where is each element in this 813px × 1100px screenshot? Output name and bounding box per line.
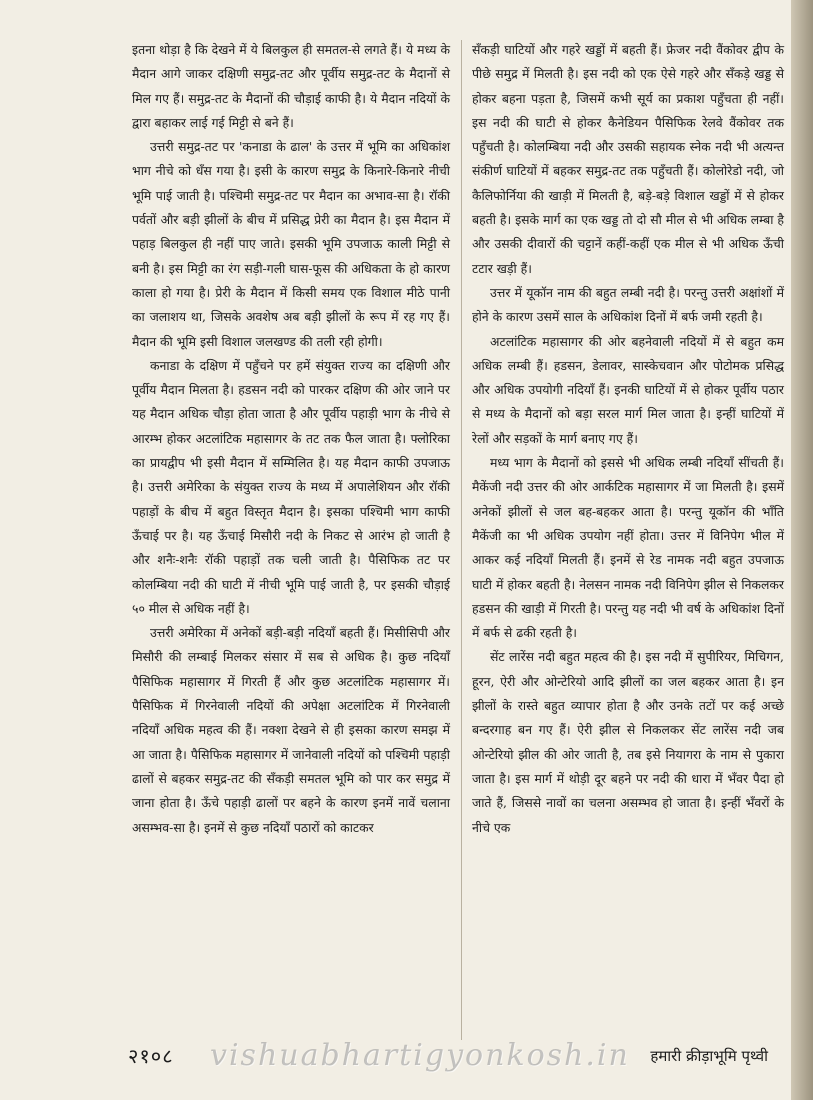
running-footer-title: हमारी क्रीड़ाभूमि पृथ्वी: [650, 1047, 768, 1065]
page-number: २१०८: [128, 1044, 174, 1068]
column-divider: [461, 40, 462, 1040]
page-footer: [0, 1038, 790, 1078]
paragraph: सेंट लारेंस नदी बहुत महत्व की है। इस नदी में सुपीरियर, मिचिगन, हूरन, ऐरी और ओन्टेरियो आदि झीलों का जल बहकर आता है। इन झीलों के रास्ते बहुत व्यापार होता है और उनके तटों पर कई अच्छे बन्दरगाह बन गए हैं। ऐरी झील से निकलकर सेंट लारेंस नदी जब ओन्टेरियो झील की ओर जाती है, तब इसे नियागरा के नाम से पुकारा जाता है। इस मार्ग में थोड़ी दूर बहने पर नदी की धारा में भँवर पैदा हो जाते हैं, जिससे नावों का चलना असम्भव हो जाता है। इन्हीं भँवरों के नीचे एक: [472, 649, 784, 835]
paragraph: सँकड़ी घाटियों और गहरे खड्डों में बहती हैं। फ्रेजर नदी वैंकोवर द्वीप के पीछे समुद्र में मिलती है। इस नदी को एक ऐसे गहरे और सँकड़े खड्ड से होकर बहना पड़ता है, जिसमें कभी सूर्य का प्रकाश पहुँचता ही नहीं। इस नदी की घाटी से होकर कैनेडियन पैसिफिक रेलवे वैंकोवर तक पहुँचती है। कोलम्बिया नदी और उसकी सहायक स्नेक नदी भी अत्यन्त संकीर्ण घाटियों में बहकर समुद्र-तट तक पहुँचती हैं। कोलोरेडो नदी, जो कैलिफोर्निया की खाड़ी में मिलती है, बड़े-बड़े विशाल खड्डों में से होकर बहती है। इसके मार्ग का एक खड्ड तो दो सौ मील से भी अधिक लम्बा है और उसकी दीवारों की चट्टानें कहीं-कहीं एक मील से भी अधिक ऊँची टटार खड़ी हैं।: [472, 42, 784, 276]
paragraph: मध्य भाग के मैदानों को इससे भी अधिक लम्बी नदियाँ सींचती हैं। मैकेंजी नदी उत्तर की ओर आर्कटिक महासागर में जा मिलती है। इसमें अनेकों झीलों से जल बह-बहकर आता है। परन्तु यूकॉन की भाँति मैकेंजी का भी अधिक उपयोग नहीं होता। उत्तर में विनिपेग भील में आकर कई नदियाँ मिलती हैं। इनमें से रेड नामक नदी बहुत उपजाऊ घाटी में होकर बहती है। नेलसन नामक नदी विनिपेग झील से निकलकर हडसन की खाड़ी में गिरती है। परन्तु यह नदी भी वर्ष के अधिकांश दिनों में बर्फ से ढकी रहती है।: [472, 455, 784, 641]
paragraph: उत्तर में यूकॉन नाम की बहुत लम्बी नदी है। परन्तु उत्तरी अक्षांशों में होने के कारण उसमें साल के अधिकांश दिनों में बर्फ जमी रहती है।: [472, 284, 784, 325]
paragraph: अटलांटिक महासागर की ओर बहनेवाली नदियों में से बहुत कम अधिक लम्बी हैं। हडसन, डेलावर, सास्केचवान और पोटोमक प्रसिद्ध और अधिक उपयोगी नदियाँ हैं। इनकी घाटियों में से होकर पूर्वीय पठार से मध्य के मैदानों को बड़ा सरल मार्ग मिल जाता है। इन्हीं घाटियों में रेलों और सड़कों के मार्ग बनाए गए हैं।: [472, 333, 784, 446]
right-text-column: [472, 38, 784, 840]
watermark: vishuabhartigyonkosh.in: [210, 1038, 630, 1073]
paragraph: उत्तरी समुद्र-तट पर 'कनाडा के ढाल' के उत्तर में भूमि का अधिकांश भाग नीचे को धँस गया है। इसी के कारण समुद्र के किनारे-किनारे नीची भूमि पाई जाती है। पश्चिमी समुद्र-तट पर मैदान का अभाव-सा है। रॉकी पर्वतों और बड़ी झीलों के बीच में प्रसिद्ध प्रेरी का मैदान है। इस मैदान में पहाड़ बिलकुल ही नहीं पाए जाते। इसकी भूमि उपजाऊ काली मिट्टी से बनी है। इस मिट्टी का रंग सड़ी-गली घास-फूस की अधिकता के हो कारण काला हो गया है। प्रेरी के मैदान में किसी समय एक विशाल मीठे पानी का जलाशय था, जिसके अवशेष अब बड़ी झीलों के रूप में रह गए हैं। मैदान की भूमि इसी विशाल जलखण्ड की तली रही होगी।: [132, 139, 450, 349]
paragraph: कनाडा के दक्षिण में पहुँचने पर हमें संयुक्त राज्य का दक्षिणी और पूर्वीय मैदान मिलता है। हडसन नदी को पारकर दक्षिण की ओर जाने पर यह मैदान अधिक चौड़ा होता जाता है और पूर्वीय पहाड़ी भाग के नीचे से आरम्भ होकर अटलांटिक महासागर के तट तक फैल जाता है। फ्लोरिका का प्रायद्वीप भी इसी मैदान में सम्मिलित है। यह मैदान काफी उपजाऊ है। उत्तरी अमेरिका के संयुक्त राज्य के मध्य में अपालेशियन और रॉकी पहाड़ों के बीच में बहुत विस्तृत मैदान है। इसका पश्चिमी भाग काफी ऊँचाई पर है। यह ऊँचाई मिसौरी नदी के निकट से आरंभ हो जाती है और शनैः-शनैः रॉकी पहाड़ों तक चली जाती है। पैसिफिक तट पर कोलम्बिया नदी की घाटी में नीची भूमि पाई जाती है, पर इसकी चौड़ाई ५० मील से अधिक नहीं है।: [132, 357, 450, 616]
paragraph: इतना थोड़ा है कि देखने में ये बिलकुल ही समतल-से लगते हैं। ये मध्य के मैदान आगे जाकर दक्षिणी समुद्र-तट और पूर्वीय समुद्र-तट के मैदानों से मिल गए हैं। समुद्र-तट के मैदानों की चौड़ाई काफी है। ये मैदान नदियों के द्वारा बहाकर लाई गई मिट्टी से बने हैं।: [132, 42, 450, 130]
left-text-column: [132, 38, 450, 840]
page-edge: [791, 0, 813, 1100]
paragraph: उत्तरी अमेरिका में अनेकों बड़ी-बड़ी नदियाँ बहती हैं। मिसीसिपी और मिसौरी की लम्बाई मिलकर संसार में सब से अधिक है। कुछ नदियाँ पैसिफिक महासागर में गिरती हैं और कुछ अटलांटिक महासागर में। पैसिफिक में गिरनेवाली नदियों की अपेक्षा अटलांटिक में गिरनेवाली नदियाँ अधिक महत्व की हैं। नक्शा देखने से ही इसका कारण समझ में आ जाता है। पैसिफिक महासागर में जानेवाली नदियों को पश्चिमी पहाड़ी ढालों से बहकर समुद्र-तट की सँकड़ी समतल भूमि को पार कर समुद्र में जाना होता है। ऊँचे पहाड़ी ढालों पर बहने के कारण इनमें नावें चलाना असम्भव-सा है। इनमें से कुछ नदियाँ पठारों को काटकर: [132, 625, 450, 835]
